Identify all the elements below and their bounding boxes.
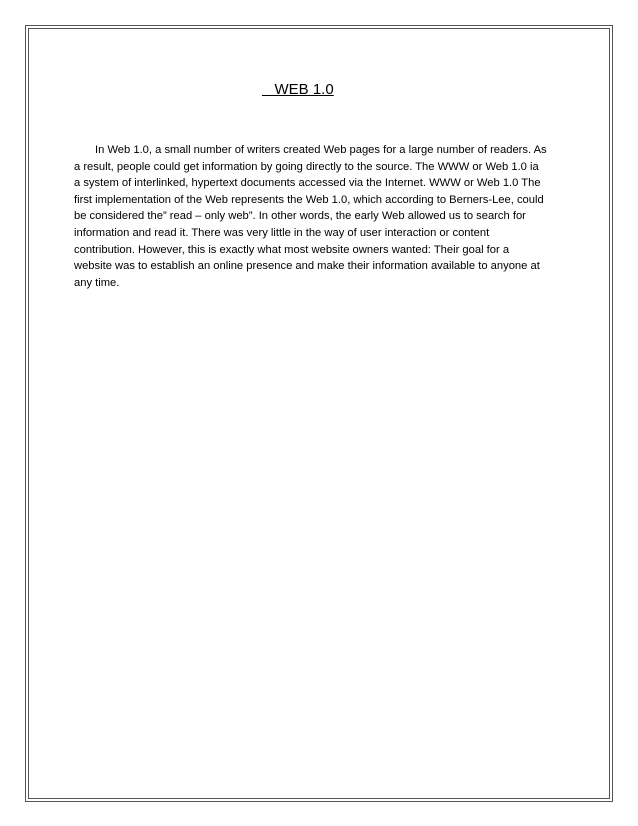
body-paragraph bbox=[74, 142, 574, 291]
paragraph-line: In Web 1.0, a small number of writers created Web pages for a large number of readers. As bbox=[95, 144, 547, 156]
paragraph-line: a system of interlinked, hypertext documents accessed via the Internet. WWW or Web 1.0 The bbox=[74, 177, 541, 190]
paragraph-line: first implementation of the Web represents the Web 1.0, which according to Berners-Lee, could bbox=[74, 193, 544, 206]
paragraph-line: be considered the” read – only web”. In other words, the early Web allowed us to search for bbox=[74, 210, 526, 223]
paragraph-line: website was to establish an online presence and make their information available to anyone at bbox=[74, 260, 540, 273]
paragraph-line: contribution. However, this is exactly what most website owners wanted: Their goal for a bbox=[74, 243, 510, 256]
paragraph-line: a result, people could get information by going directly to the source. The WWW or Web 1.0 ia bbox=[74, 160, 539, 173]
document-title: WEB 1.0 bbox=[262, 81, 334, 98]
paragraph-line: information and read it. There was very little in the way of user interaction or content bbox=[74, 226, 490, 239]
paragraph-line: any time. bbox=[74, 276, 120, 289]
